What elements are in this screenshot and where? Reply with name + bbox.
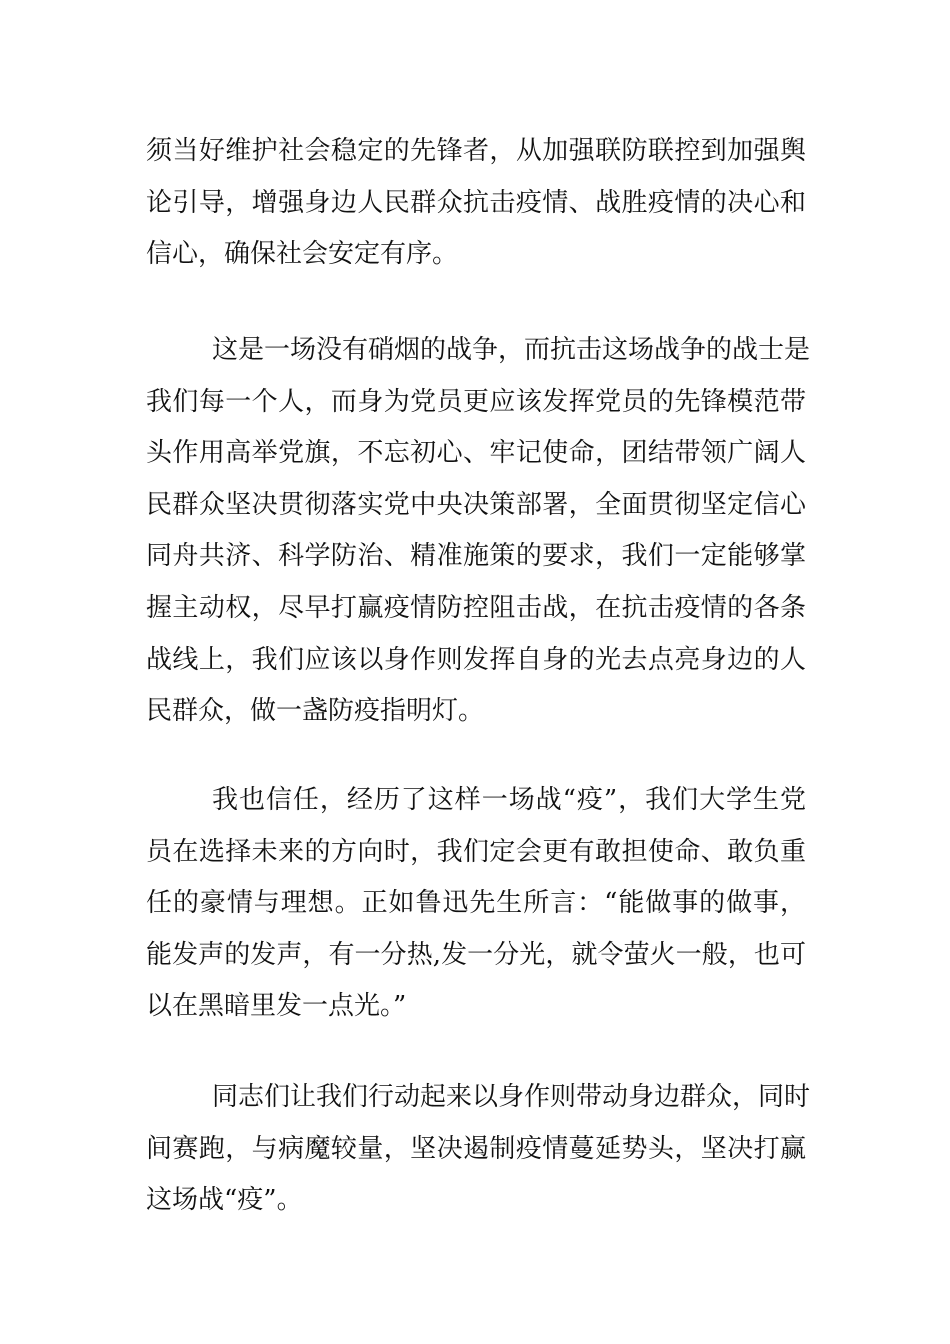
paragraph-line: 员在选择未来的方向时，我们定会更有敢担使命、敢负重 xyxy=(146,836,806,867)
paragraph-line: 以在黑暗里发一点光。” xyxy=(146,991,407,1022)
paragraph-4 xyxy=(146,1072,811,1227)
paragraph-line: 我也信任，经历了这样一场战“疫”，我们大学生党 xyxy=(212,785,806,815)
paragraph-line: 能发声的发声，有一分热,发一分光，就令萤火一般，也可 xyxy=(146,939,806,970)
paragraph-line: 任的豪情与理想。正如鲁迅先生所言：“能做事的做事， xyxy=(146,888,806,919)
paragraph-line: 间赛跑，与病魔较量，坚决遏制疫情蔓延势头，坚决打赢 xyxy=(146,1133,806,1164)
paragraph-line: 这场战“疫”。 xyxy=(146,1185,303,1216)
paragraph-3 xyxy=(146,775,806,1033)
paragraph-line: 信心，确保社会安定有序。 xyxy=(146,239,459,270)
paragraph-1 xyxy=(146,126,806,281)
paragraph-2 xyxy=(146,325,811,738)
paragraph-line: 头作用高举党旗，不忘初心、牢记使命，团结带领广阔人 xyxy=(146,438,806,469)
paragraph-line: 同志们让我们行动起来以身作则带动身边群众，同时 xyxy=(212,1082,811,1112)
paragraph-line: 民群众，做一盏防疫指明灯。 xyxy=(146,696,485,727)
paragraph-line: 我们每一个人，而身为党员更应该发挥党员的先锋模范带 xyxy=(146,386,806,417)
paragraph-line: 握主动权，尽早打赢疫情防控阻击战，在抗击疫情的各条 xyxy=(146,592,806,623)
paragraph-line: 民群众坚决贯彻落实党中央决策部署，全面贯彻坚定信心 xyxy=(146,489,806,520)
document-page xyxy=(146,0,811,1344)
paragraph-line: 须当好维护社会稳定的先锋者，从加强联防联控到加强舆 xyxy=(146,136,806,166)
paragraph-line: 战线上，我们应该以身作则发挥自身的光去点亮身边的人 xyxy=(146,644,806,675)
paragraph-line: 同舟共济、科学防治、精准施策的要求，我们一定能够掌 xyxy=(146,541,806,572)
paragraph-line: 这是一场没有硝烟的战争，而抗击这场战争的战士是 xyxy=(212,335,811,365)
paragraph-line: 论引导，增强身边人民群众抗击疫情、战胜疫情的决心和 xyxy=(146,187,806,218)
